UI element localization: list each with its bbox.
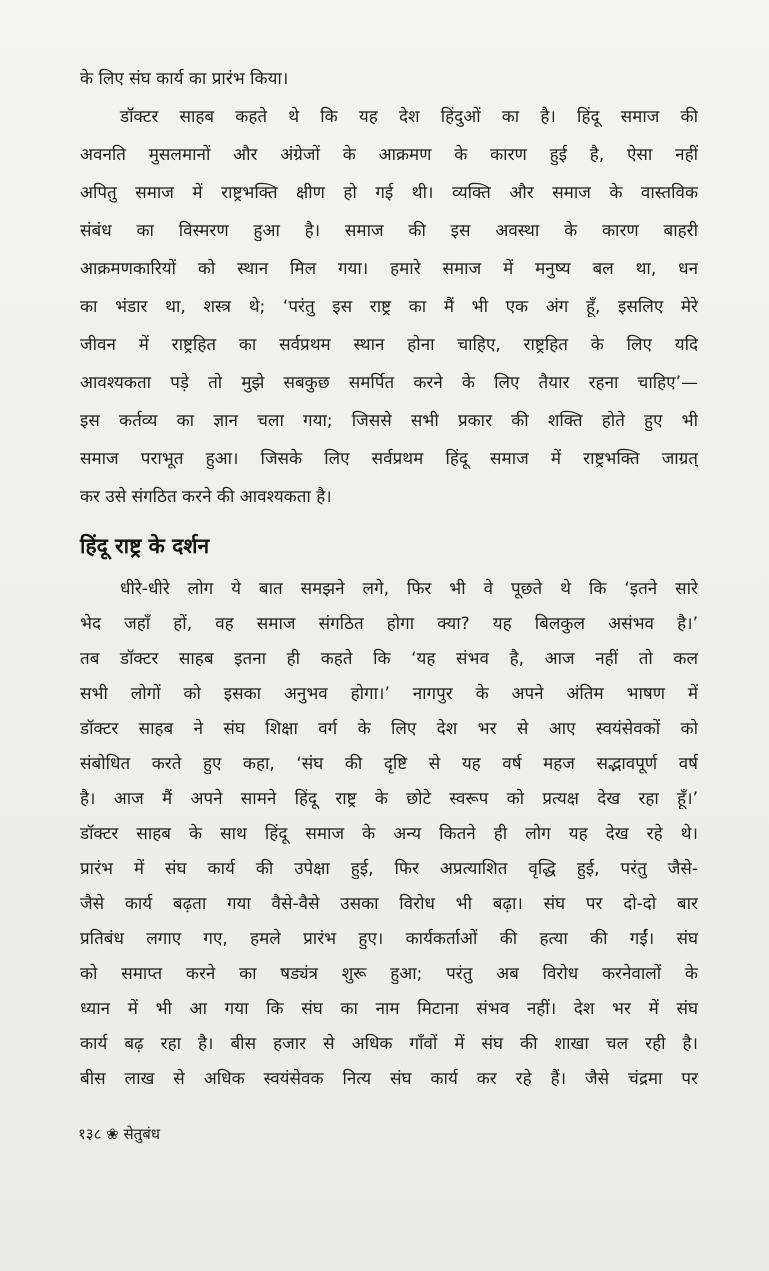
text-line: बीस लाख से अधिक स्वयंसेवक नित्य संघ कार्य कर रहे हैं। जैसे चंद्रमा पर (80, 1069, 698, 1089)
text-line: अपितु समाज में राष्ट्रभक्ति क्षीण हो गई थी। व्यक्ति और समाज के वास्तविक (80, 183, 698, 203)
text-line: का भंडार था, शस्त्र थे; ‘परंतु इस राष्ट्र का मैं भी एक अंग हूँ, इसलिए मेरे (80, 297, 698, 317)
text-line: समाज पराभूत हुआ। जिसके लिए सर्वप्रथम हिंदू समाज में राष्ट्रभक्ति जाग्रत् (80, 449, 698, 469)
text-line: जैसे कार्य बढ़ता गया वैसे-वैसे उसका विरोध भी बढ़ा। संघ पर दो-दो बार (80, 894, 698, 914)
text-line: आक्रमणकारियों को स्थान मिल गया। हमारे समाज में मनुष्य बल था, धन (80, 259, 698, 279)
text-line: तब डॉक्टर साहब इतना ही कहते कि ‘यह संभव है, आज नहीं तो कल (80, 649, 698, 669)
text-line: संबोधित करते हुए कहा, ‘संघ की दृष्टि से यह वर्ष महज सद्भावपूर्ण वर्ष (80, 754, 698, 774)
text-line: आवश्यकता पड़े तो मुझे सबकुछ समर्पित करने के लिए तैयार रहना चाहिए’— (80, 373, 698, 393)
text-line: भेद जहाँ हों, वह समाज संगठित होगा क्या? यह बिलकुल असंभव है।’ (80, 614, 698, 634)
text-line: संबंध का विस्मरण हुआ है। समाज की इस अवस्था के कारण बाहरी (80, 221, 698, 241)
text-line: डॉक्टर साहब ने संघ शिक्षा वर्ग के लिए देश भर से आए स्वयंसेवकों को (80, 719, 698, 739)
text-line: सभी लोगों को इसका अनुभव होगा।’ नागपुर के अपने अंतिम भाषण में (80, 684, 698, 704)
text-line: डॉक्टर साहब के साथ हिंदू समाज के अन्य कितने ही लोग यह देख रहे थे। (80, 824, 698, 844)
text-line: अवनति मुसलमानों और अंग्रेजों के आक्रमण के कारण हुई है, ऐसा नहीं (80, 145, 698, 165)
text-line: इस कर्तव्य का ज्ञान चला गया; जिससे सभी प्रकार की शक्ति होते हुए भी (80, 411, 698, 431)
text-line: धीरे-धीरे लोग ये बात समझने लगे, फिर भी वे पूछते थे कि ‘इतने सारे (120, 579, 698, 599)
text-line: के लिए संघ कार्य का प्रारंभ किया। (80, 69, 289, 89)
text-line: कर उसे संगठित करने की आवश्यकता है। (80, 487, 332, 507)
text-line: प्रतिबंध लगाए गए, हमले प्रारंभ हुए। कार्यकर्ताओं की हत्या की गईं। संघ (80, 929, 698, 949)
section-heading: हिंदू राष्ट्र के दर्शन (80, 534, 210, 558)
page-footer: १३८ ❀ सेतुबंध (78, 1125, 160, 1143)
text-line: ध्यान में भी आ गया कि संघ का नाम मिटाना संभव नहीं। देश भर में संघ (80, 999, 698, 1019)
text-line: जीवन में राष्ट्रहित का सर्वप्रथम स्थान होना चाहिए, राष्ट्रहित के लिए यदि (80, 335, 698, 355)
text-line: प्रारंभ में संघ कार्य की उपेक्षा हुई, फिर अप्रत्याशित वृद्धि हुई, परंतु जैसे- (80, 859, 698, 879)
text-line: डॉक्टर साहब कहते थे कि यह देश हिंदुओं का है। हिंदू समाज की (120, 107, 698, 127)
text-line: है। आज मैं अपने सामने हिंदू राष्ट्र के छोटे स्वरूप को प्रत्यक्ष देख रहा हूँ।’ (80, 789, 698, 809)
text-line: को समाप्त करने का षड्यंत्र शुरू हुआ; परंतु अब विरोध करनेवालों के (80, 964, 698, 984)
text-line: कार्य बढ़ रहा है। बीस हजार से अधिक गाँवों में संघ की शाखा चल रही है। (80, 1034, 698, 1054)
